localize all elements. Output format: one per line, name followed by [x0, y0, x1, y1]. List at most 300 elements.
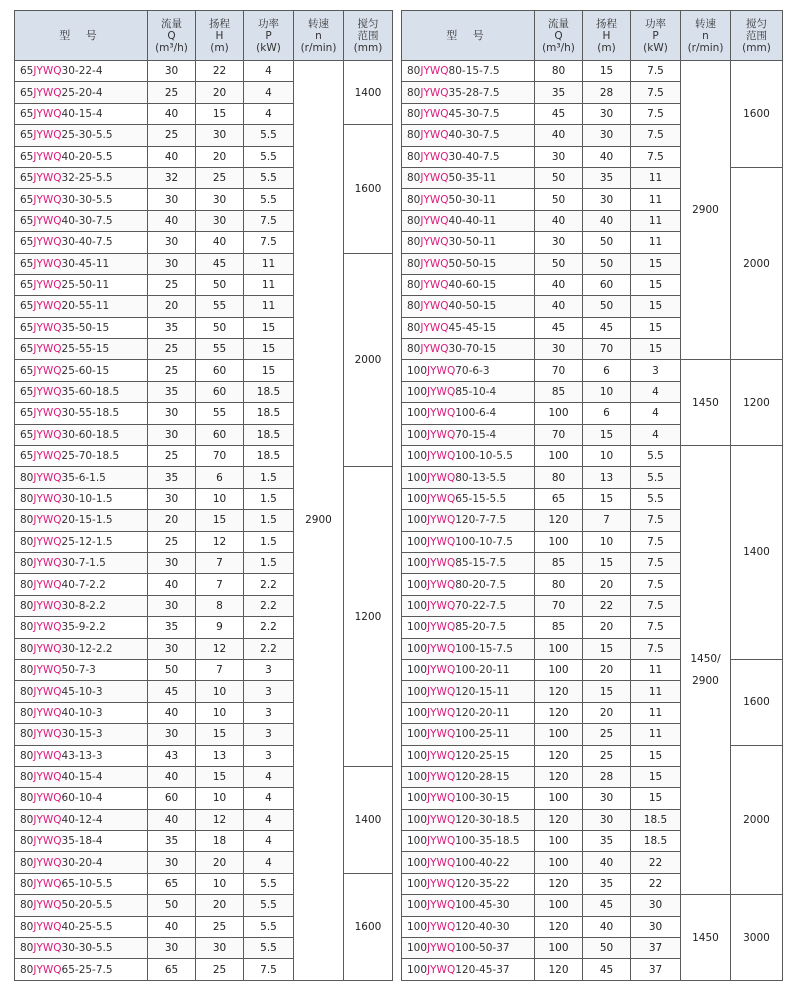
model-series: JYWQ	[33, 599, 62, 612]
model-prefix: 80	[407, 343, 421, 356]
head-cell: 30	[583, 809, 631, 830]
power-cell: 3	[631, 360, 681, 381]
power-cell: 11	[244, 253, 294, 274]
model-cell	[15, 360, 148, 381]
model-suffix: 100-40-22	[455, 856, 510, 869]
model-series: JYWQ	[33, 386, 62, 399]
model-cell	[15, 210, 148, 231]
model-suffix: 70-22-7.5	[455, 599, 507, 612]
model-prefix: 80	[20, 514, 34, 527]
model-suffix: 120-28-15	[455, 771, 510, 784]
model-cell	[402, 82, 535, 103]
model-prefix: 65	[20, 214, 34, 227]
model-prefix: 80	[407, 236, 421, 249]
power-cell: 7.5	[631, 638, 681, 659]
model-series: JYWQ	[427, 514, 456, 527]
head-cell: 25	[583, 724, 631, 745]
model-prefix: 100	[407, 642, 428, 655]
speed-cell: 1450	[681, 895, 731, 981]
model-series: JYWQ	[427, 963, 456, 976]
power-cell: 15	[244, 317, 294, 338]
power-cell: 15	[631, 253, 681, 274]
model-cell	[15, 809, 148, 830]
model-prefix: 100	[407, 963, 428, 976]
model-series: JYWQ	[33, 578, 62, 591]
model-cell	[15, 274, 148, 295]
model-series: JYWQ	[33, 792, 62, 805]
model-suffix: 50-20-5.5	[61, 899, 113, 912]
flow-cell: 32	[148, 167, 196, 188]
model-suffix: 40-12-4	[61, 813, 103, 826]
model-suffix: 120-25-15	[455, 749, 510, 762]
flow-cell: 35	[148, 831, 196, 852]
model-series: JYWQ	[33, 856, 62, 869]
head-cell: 20	[583, 659, 631, 680]
head-cell: 50	[196, 317, 244, 338]
model-prefix: 80	[407, 86, 421, 99]
power-cell: 30	[631, 895, 681, 916]
model-cell	[402, 659, 535, 680]
model-series: JYWQ	[427, 471, 456, 484]
model-cell	[15, 189, 148, 210]
power-cell: 11	[631, 210, 681, 231]
power-cell: 18.5	[631, 831, 681, 852]
model-cell	[402, 959, 535, 980]
model-series: JYWQ	[427, 835, 456, 848]
model-suffix: 40-30-7.5	[448, 129, 500, 142]
model-cell	[15, 552, 148, 573]
model-series: JYWQ	[427, 642, 456, 655]
flow-cell: 30	[148, 488, 196, 509]
head-cell: 13	[583, 467, 631, 488]
head-cell: 18	[196, 831, 244, 852]
model-prefix: 65	[20, 150, 34, 163]
model-prefix: 100	[407, 749, 428, 762]
model-series: JYWQ	[427, 706, 456, 719]
power-cell: 2.2	[244, 574, 294, 595]
model-prefix: 65	[20, 172, 34, 185]
model-cell	[15, 938, 148, 959]
power-cell: 4	[631, 403, 681, 424]
model-series: JYWQ	[33, 214, 62, 227]
head-cell: 25	[583, 745, 631, 766]
table-row	[402, 895, 783, 916]
flow-cell: 40	[535, 210, 583, 231]
model-suffix: 40-50-15	[448, 300, 497, 313]
model-suffix: 50-35-11	[448, 172, 497, 185]
flow-cell: 80	[535, 467, 583, 488]
power-cell: 11	[631, 167, 681, 188]
head-cell: 15	[583, 638, 631, 659]
model-prefix: 100	[407, 728, 428, 741]
model-prefix: 100	[407, 706, 428, 719]
model-prefix: 100	[407, 428, 428, 441]
model-series: JYWQ	[33, 813, 62, 826]
speed-cell: 1450/ 2900	[681, 446, 731, 895]
model-cell	[15, 61, 148, 82]
power-cell: 18.5	[631, 809, 681, 830]
model-cell	[15, 403, 148, 424]
power-cell: 11	[631, 702, 681, 723]
model-suffix: 85-15-7.5	[455, 557, 507, 570]
power-cell: 15	[631, 274, 681, 295]
flow-cell: 40	[148, 916, 196, 937]
head-cell: 50	[583, 253, 631, 274]
head-cell: 10	[583, 531, 631, 552]
flow-cell: 120	[535, 873, 583, 894]
flow-cell: 20	[148, 510, 196, 531]
flow-cell: 50	[148, 659, 196, 680]
right-spec-table	[401, 10, 783, 981]
power-cell: 18.5	[244, 403, 294, 424]
power-cell: 1.5	[244, 488, 294, 509]
model-prefix: 65	[20, 107, 34, 120]
flow-cell: 25	[148, 339, 196, 360]
power-cell: 5.5	[244, 189, 294, 210]
model-series: JYWQ	[33, 65, 62, 78]
model-suffix: 85-10-4	[455, 386, 497, 399]
stir-range-cell: 2000	[731, 167, 783, 360]
stir-range-cell: 1600	[731, 61, 783, 168]
model-cell	[15, 745, 148, 766]
flow-cell: 30	[148, 552, 196, 573]
power-cell: 11	[631, 681, 681, 702]
model-suffix: 30-70-15	[448, 343, 497, 356]
flow-cell: 30	[148, 595, 196, 616]
power-cell: 5.5	[631, 446, 681, 467]
stir-range-cell: 1400	[344, 766, 393, 873]
flow-cell: 50	[535, 253, 583, 274]
model-prefix: 65	[20, 129, 34, 142]
model-prefix: 80	[407, 279, 421, 292]
stir-range-cell: 1600	[344, 873, 393, 980]
power-cell: 2.2	[244, 617, 294, 638]
model-prefix: 80	[20, 685, 34, 698]
head-cell: 45	[583, 959, 631, 980]
power-cell: 18.5	[244, 381, 294, 402]
model-suffix: 40-30-7.5	[61, 214, 113, 227]
model-suffix: 40-10-3	[61, 706, 103, 719]
model-prefix: 80	[20, 599, 34, 612]
header-power-l2: P	[265, 29, 272, 42]
model-cell	[402, 574, 535, 595]
model-suffix: 40-20-5.5	[61, 150, 113, 163]
flow-cell: 40	[148, 574, 196, 595]
model-prefix: 65	[20, 65, 34, 78]
head-cell: 20	[583, 702, 631, 723]
model-prefix: 80	[407, 300, 421, 313]
header-speed-l3: (r/min)	[300, 41, 337, 54]
model-suffix: 100-15-7.5	[455, 642, 513, 655]
model-series: JYWQ	[427, 428, 456, 441]
model-prefix: 80	[407, 214, 421, 227]
model-series: JYWQ	[427, 493, 456, 505]
power-cell: 1.5	[244, 467, 294, 488]
flow-cell: 100	[535, 852, 583, 873]
head-cell: 12	[196, 809, 244, 830]
power-cell: 11	[631, 189, 681, 210]
model-prefix: 100	[407, 599, 428, 612]
power-cell: 5.5	[244, 167, 294, 188]
model-series: JYWQ	[420, 300, 449, 313]
model-prefix: 80	[407, 107, 421, 120]
model-suffix: 35-60-18.5	[61, 386, 120, 399]
model-suffix: 45-45-15	[448, 321, 497, 334]
flow-cell: 30	[148, 232, 196, 253]
head-cell: 15	[196, 103, 244, 124]
head-cell: 22	[196, 61, 244, 82]
model-prefix: 100	[407, 771, 428, 784]
model-series: JYWQ	[33, 407, 62, 420]
model-prefix: 100	[407, 856, 428, 869]
model-series: JYWQ	[420, 172, 449, 185]
model-series: JYWQ	[33, 899, 62, 912]
model-suffix: 100-10-5.5	[455, 450, 513, 463]
model-suffix: 120-30-18.5	[455, 813, 520, 826]
stir-range-cell: 1400	[731, 446, 783, 660]
head-cell: 30	[196, 210, 244, 231]
power-cell: 4	[244, 82, 294, 103]
head-cell: 6	[196, 467, 244, 488]
header-speed	[681, 11, 731, 61]
head-cell: 7	[583, 510, 631, 531]
head-cell: 15	[583, 681, 631, 702]
power-cell: 5.5	[244, 873, 294, 894]
power-cell: 5.5	[244, 125, 294, 146]
flow-cell: 40	[148, 103, 196, 124]
head-cell: 25	[196, 959, 244, 980]
model-series: JYWQ	[427, 792, 456, 805]
flow-cell: 100	[535, 831, 583, 852]
model-suffix: 25-55-15	[61, 343, 110, 356]
model-suffix: 45-30-7.5	[448, 107, 500, 120]
model-suffix: 35-18-4	[61, 835, 103, 848]
flow-cell: 65	[148, 959, 196, 980]
model-prefix: 80	[407, 321, 421, 334]
model-prefix: 80	[20, 878, 34, 891]
model-series: JYWQ	[33, 279, 62, 292]
model-series: JYWQ	[33, 107, 62, 120]
flow-cell: 40	[148, 210, 196, 231]
header-power-l3: (kW)	[643, 41, 668, 54]
head-cell: 20	[196, 82, 244, 103]
model-prefix: 80	[20, 728, 34, 741]
header-flow-l3: (m³/h)	[155, 41, 188, 54]
flow-cell: 25	[148, 531, 196, 552]
power-cell: 7.5	[631, 61, 681, 82]
model-series: JYWQ	[33, 428, 62, 441]
model-suffix: 30-40-7.5	[448, 150, 500, 163]
model-cell	[15, 617, 148, 638]
model-series: JYWQ	[420, 343, 449, 356]
flow-cell: 100	[535, 788, 583, 809]
model-series: JYWQ	[427, 535, 456, 548]
model-prefix: 80	[20, 856, 34, 869]
model-prefix: 65	[20, 386, 34, 399]
model-prefix: 80	[20, 813, 34, 826]
model-series: JYWQ	[420, 150, 449, 163]
model-series: JYWQ	[427, 407, 456, 420]
model-prefix: 80	[407, 193, 421, 206]
model-prefix: 65	[20, 300, 34, 313]
header-model: 型 号	[402, 11, 535, 61]
head-cell: 15	[583, 488, 631, 509]
power-cell: 7.5	[244, 959, 294, 980]
head-cell: 35	[583, 873, 631, 894]
model-cell	[15, 381, 148, 402]
flow-cell: 30	[148, 852, 196, 873]
model-suffix: 25-12-1.5	[61, 535, 113, 548]
model-suffix: 120-40-30	[455, 920, 510, 933]
model-cell	[402, 467, 535, 488]
flow-cell: 40	[148, 809, 196, 830]
table-row	[402, 360, 783, 381]
power-cell: 4	[244, 809, 294, 830]
model-suffix: 25-50-11	[61, 279, 110, 292]
model-suffix: 35-28-7.5	[448, 86, 500, 99]
model-cell	[15, 724, 148, 745]
flow-cell: 85	[535, 617, 583, 638]
model-series: JYWQ	[33, 664, 62, 677]
model-suffix: 100-6-4	[455, 407, 497, 420]
model-prefix: 80	[407, 150, 421, 163]
model-prefix: 65	[20, 450, 34, 463]
table-row	[15, 61, 393, 82]
header-speed	[294, 11, 344, 61]
model-prefix: 100	[407, 899, 428, 912]
model-series: JYWQ	[420, 129, 449, 142]
model-cell	[15, 339, 148, 360]
model-series: JYWQ	[33, 193, 62, 206]
model-prefix: 100	[407, 920, 428, 933]
model-prefix: 80	[20, 664, 34, 677]
model-prefix: 80	[20, 963, 34, 976]
model-prefix: 80	[20, 535, 34, 548]
flow-cell: 120	[535, 809, 583, 830]
stir-range-cell: 2000	[344, 253, 393, 467]
header-stir	[344, 11, 393, 61]
power-cell: 3	[244, 681, 294, 702]
model-cell	[402, 296, 535, 317]
header-flow-l2: Q	[554, 29, 563, 42]
model-series: JYWQ	[33, 450, 62, 463]
model-suffix: 100-10-7.5	[455, 535, 513, 548]
model-cell	[402, 724, 535, 745]
model-cell	[402, 339, 535, 360]
model-cell	[402, 681, 535, 702]
model-series: JYWQ	[420, 236, 449, 249]
model-series: JYWQ	[427, 899, 456, 912]
model-prefix: 65	[20, 279, 34, 292]
header-speed-l3: (r/min)	[687, 41, 724, 54]
head-cell: 60	[196, 381, 244, 402]
model-cell	[402, 253, 535, 274]
head-cell: 50	[583, 938, 631, 959]
header-head-l3: (m)	[597, 41, 616, 54]
flow-cell: 40	[535, 296, 583, 317]
power-cell: 3	[244, 724, 294, 745]
flow-cell: 100	[535, 724, 583, 745]
power-cell: 2.2	[244, 638, 294, 659]
model-suffix: 70-15-4	[455, 428, 497, 441]
model-cell	[15, 916, 148, 937]
model-prefix: 100	[407, 514, 428, 527]
model-prefix: 80	[20, 706, 34, 719]
model-series: JYWQ	[33, 685, 62, 698]
model-suffix: 40-25-5.5	[61, 920, 113, 933]
power-cell: 4	[244, 852, 294, 873]
model-cell	[15, 766, 148, 787]
power-cell: 3	[244, 702, 294, 723]
head-cell: 30	[583, 189, 631, 210]
flow-cell: 85	[535, 552, 583, 573]
model-series: JYWQ	[33, 236, 62, 249]
model-series: JYWQ	[33, 749, 62, 762]
head-cell: 10	[583, 446, 631, 467]
flow-cell: 40	[535, 125, 583, 146]
model-prefix: 80	[20, 771, 34, 784]
power-cell: 7.5	[631, 552, 681, 573]
model-cell	[15, 702, 148, 723]
power-cell: 37	[631, 959, 681, 980]
model-suffix: 100-20-11	[455, 664, 510, 677]
model-cell	[402, 232, 535, 253]
model-cell	[15, 788, 148, 809]
model-cell	[402, 766, 535, 787]
head-cell: 13	[196, 745, 244, 766]
flow-cell: 35	[148, 617, 196, 638]
model-suffix: 30-7-1.5	[61, 557, 106, 570]
model-series: JYWQ	[427, 920, 456, 933]
header-flow-l1: 流量	[548, 17, 569, 30]
header-flow	[535, 11, 583, 61]
model-series: JYWQ	[33, 493, 62, 505]
header-head-l2: H	[215, 29, 224, 42]
head-cell: 15	[196, 510, 244, 531]
model-series: JYWQ	[33, 514, 62, 527]
header-head	[196, 11, 244, 61]
header-power-l3: (kW)	[256, 41, 281, 54]
model-series: JYWQ	[33, 300, 62, 313]
power-cell: 5.5	[244, 938, 294, 959]
model-suffix: 120-7-7.5	[455, 514, 507, 527]
head-cell: 6	[583, 403, 631, 424]
header-stir-l2: 范围	[746, 29, 767, 42]
model-cell	[402, 638, 535, 659]
flow-cell: 35	[148, 381, 196, 402]
model-suffix: 20-55-11	[61, 300, 110, 313]
left-spec-table	[14, 10, 393, 981]
flow-cell: 30	[148, 638, 196, 659]
model-cell	[402, 446, 535, 467]
power-cell: 4	[631, 381, 681, 402]
model-suffix: 120-15-11	[455, 685, 510, 698]
model-series: JYWQ	[420, 214, 449, 227]
model-series: JYWQ	[427, 856, 456, 869]
head-cell: 50	[583, 232, 631, 253]
model-suffix: 65-25-7.5	[61, 963, 113, 976]
model-prefix: 100	[407, 835, 428, 848]
model-cell	[402, 317, 535, 338]
model-suffix: 100-25-11	[455, 728, 510, 741]
stir-range-cell: 1400	[344, 61, 393, 125]
flow-cell: 120	[535, 510, 583, 531]
power-cell: 30	[631, 916, 681, 937]
power-cell: 2.2	[244, 595, 294, 616]
header-head-l3: (m)	[210, 41, 229, 54]
model-cell	[402, 167, 535, 188]
model-suffix: 25-60-15	[61, 364, 110, 377]
